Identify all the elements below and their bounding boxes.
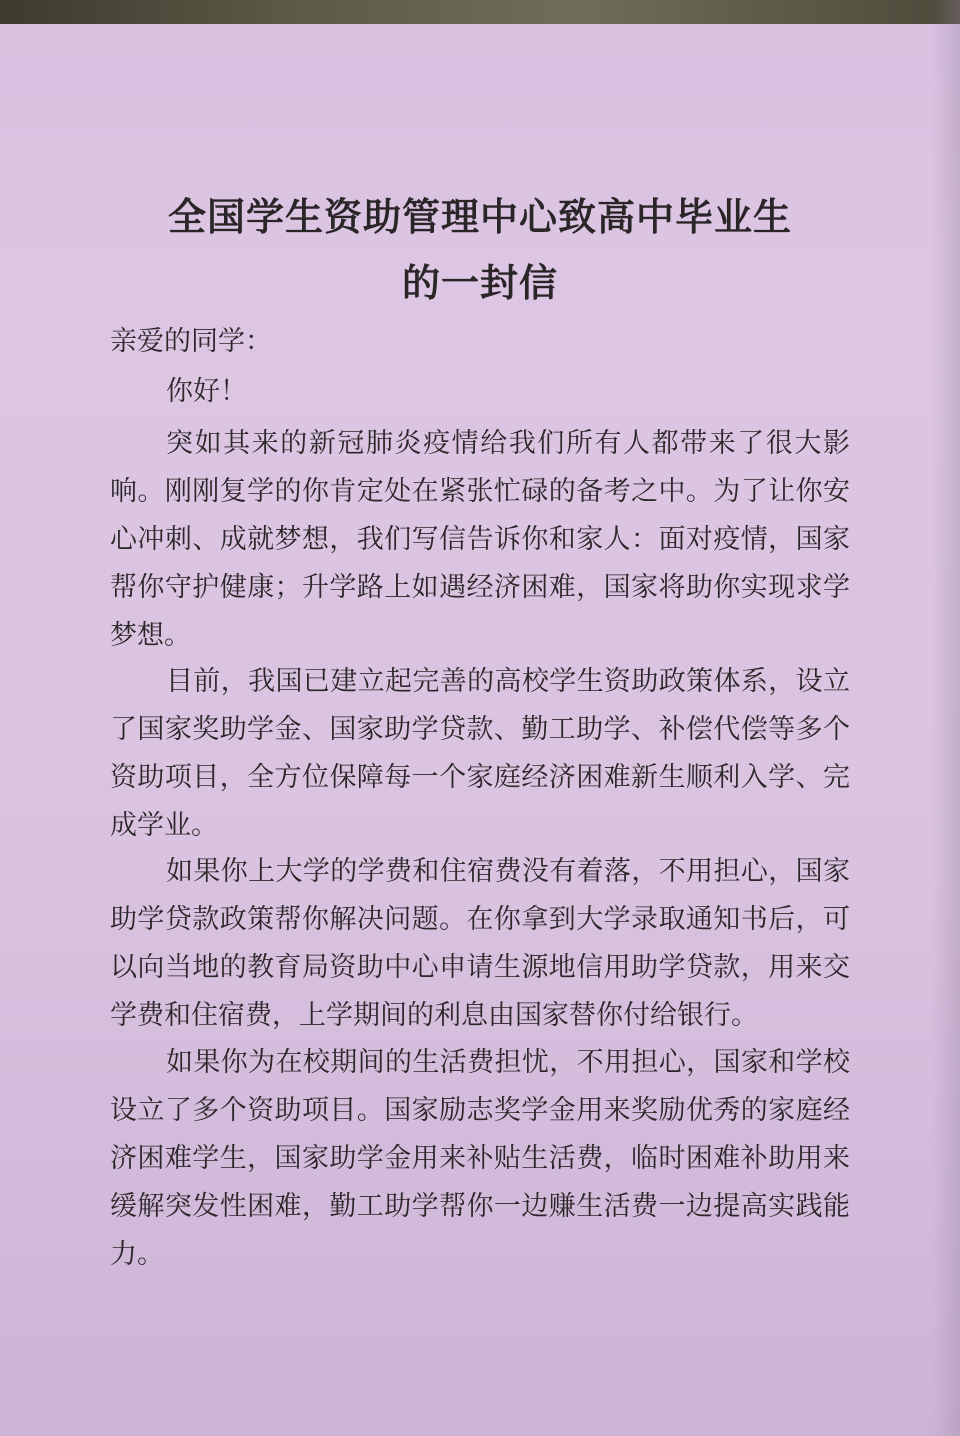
paragraph-living-expenses: 如果你为在校期间的生活费担忧，不用担心，国家和学校设立了多个资助项目。国家励志奖学金用来奖励优秀的家庭经济困难学生，国家助学金用来补贴生活费，临时困难补助用来缓解突发性困难，勤工助学帮你一边赚生活费一边提高实践能力。: [110, 1047, 850, 1270]
background-edge: [0, 0, 960, 24]
paragraph-pandemic: 突如其来的新冠肺炎疫情给我们所有人都带来了很大影响。刚刚复学的你肯定处在紧张忙碌的备考之中。为了让你安心冲刺、成就梦想，我们写信告诉你和家人：面对疫情，国家帮你守护健康；升学路上如遇经济困难，国家将助你实现求学梦想。: [110, 428, 850, 651]
paragraph-policy-system: 目前，我国已建立起完善的高校学生资助政策体系，设立了国家奖助学金、国家助学贷款、勤工助学、补偿代偿等多个资助项目，全方位保障每一个家庭经济困难新生顺利入学、完成学业。: [110, 666, 850, 841]
paragraph-student-loan: 如果你上大学的学费和住宿费没有着落，不用担心，国家助学贷款政策帮你解决问题。在你拿到大学录取通知书后，可以向当地的教育局资助中心申请生源地信用助学贷款，用来交学费和住宿费，上学期间的利息由国家替你付给银行。: [110, 856, 850, 1031]
salutation: 亲爱的同学：: [110, 326, 272, 357]
greeting: 你好！: [166, 376, 247, 407]
letter-title-line2: 的一封信: [401, 260, 558, 305]
letter-title-line1: 全国学生资助管理中心致高中毕业生: [167, 194, 792, 239]
